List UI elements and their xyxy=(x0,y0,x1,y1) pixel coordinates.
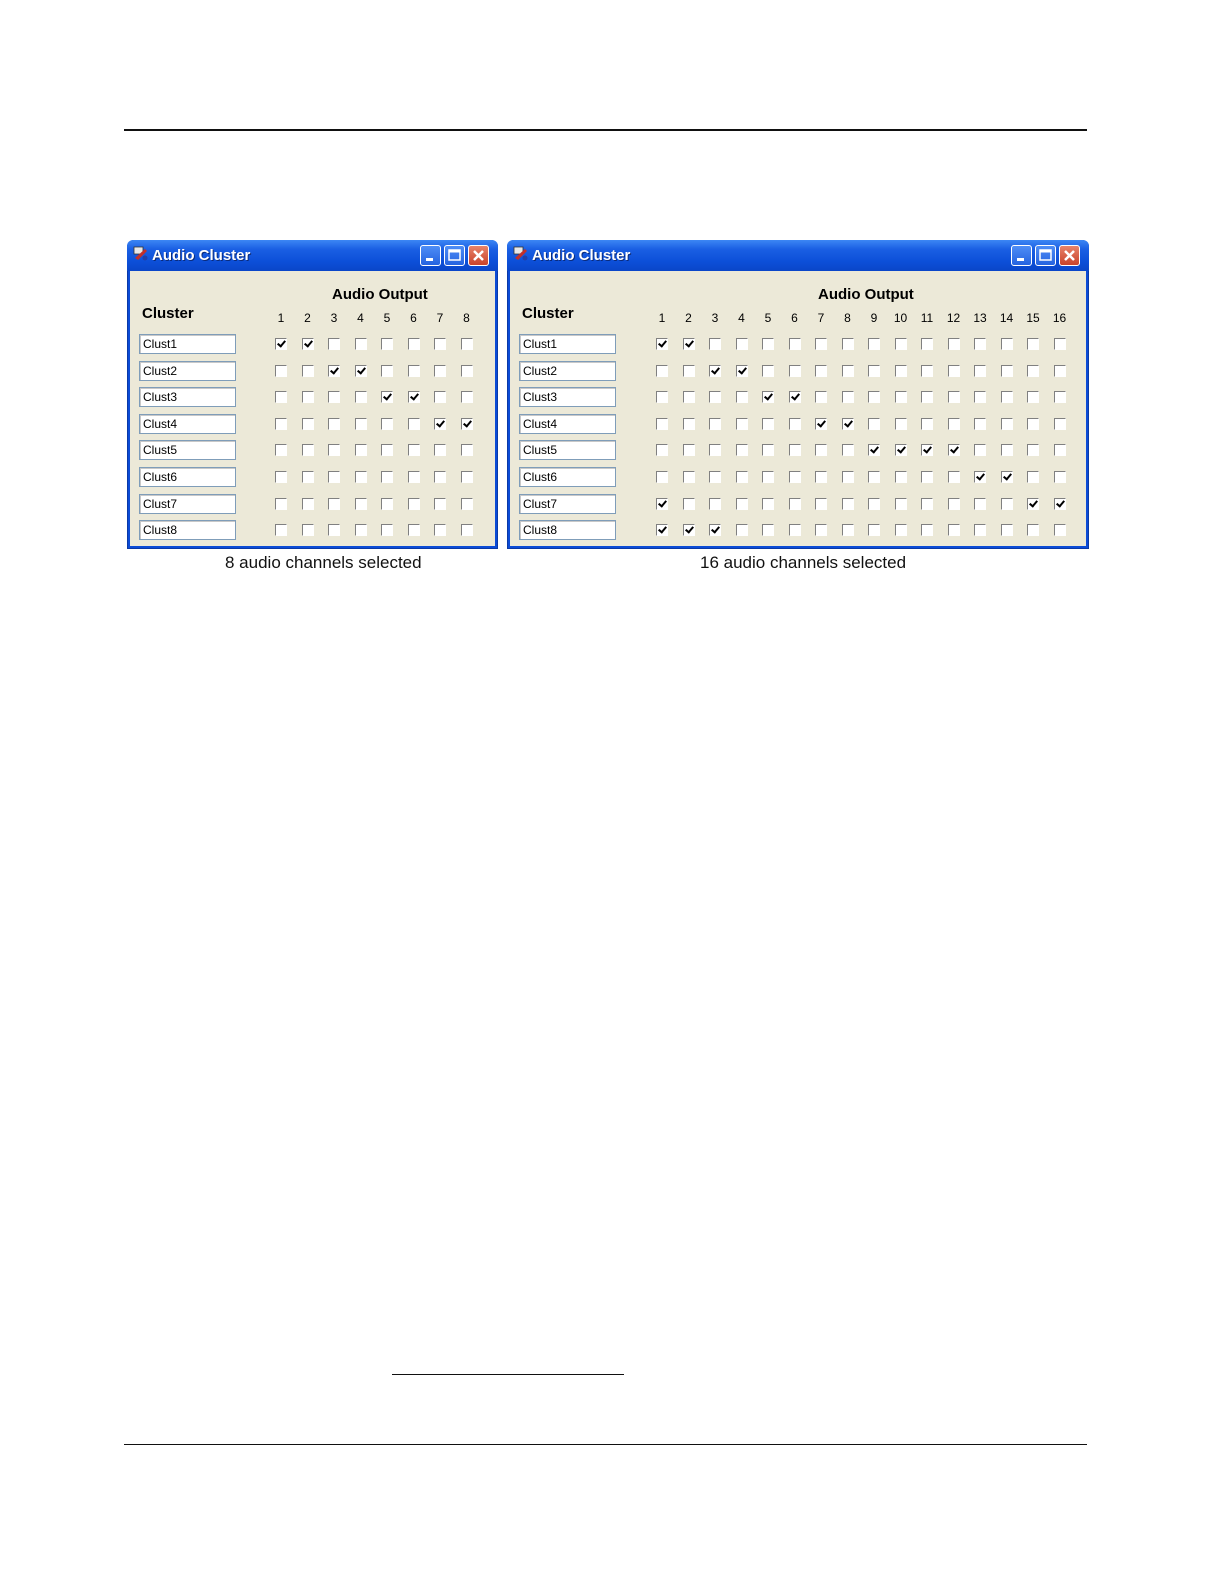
audio-output-header: Audio Output xyxy=(818,286,914,303)
footer-rule xyxy=(124,1444,1087,1445)
channel-checkbox[interactable] xyxy=(381,338,393,350)
cluster-name-field[interactable]: Clust2 xyxy=(519,361,616,381)
channel-checkbox[interactable] xyxy=(1054,365,1066,377)
channel-checkbox[interactable] xyxy=(408,338,420,350)
channel-checkbox[interactable] xyxy=(1054,444,1066,456)
channel-checkbox[interactable] xyxy=(815,338,827,350)
maximize-icon xyxy=(1036,246,1055,265)
channel-checkbox[interactable] xyxy=(1027,524,1039,536)
channel-checkbox[interactable] xyxy=(381,524,393,536)
column-number: 1 xyxy=(277,311,285,325)
channel-checkbox[interactable] xyxy=(974,365,986,377)
channel-checkbox[interactable] xyxy=(461,391,473,403)
channel-checkbox[interactable] xyxy=(302,444,314,456)
channel-checkbox[interactable] xyxy=(842,471,854,483)
channel-checkbox[interactable] xyxy=(815,418,827,430)
column-number: 1 xyxy=(658,311,666,325)
column-number: 12 xyxy=(946,311,961,325)
column-number: 8 xyxy=(463,311,470,325)
channel-checkbox[interactable] xyxy=(789,524,801,536)
channel-checkbox[interactable] xyxy=(948,365,960,377)
column-number: 6 xyxy=(410,311,417,325)
channel-checkbox[interactable] xyxy=(789,498,801,510)
column-number: 13 xyxy=(973,311,987,325)
title-bar[interactable] xyxy=(127,240,498,271)
column-number: 9 xyxy=(870,311,878,325)
channel-checkbox[interactable] xyxy=(1001,418,1013,430)
channel-checkbox[interactable] xyxy=(921,365,933,377)
channel-checkbox[interactable] xyxy=(461,471,473,483)
app-icon xyxy=(513,246,529,262)
column-number: 8 xyxy=(844,311,851,325)
window-title: Audio Cluster xyxy=(152,247,251,264)
channel-checkbox[interactable] xyxy=(842,365,854,377)
channel-checkbox[interactable] xyxy=(328,498,340,510)
app-icon xyxy=(133,246,149,262)
channel-checkbox[interactable] xyxy=(948,524,960,536)
channel-checkbox[interactable] xyxy=(656,338,668,350)
channel-checkbox[interactable] xyxy=(842,498,854,510)
channel-checkbox[interactable] xyxy=(921,498,933,510)
channel-checkbox[interactable] xyxy=(815,498,827,510)
channel-checkbox[interactable] xyxy=(1027,365,1039,377)
channel-checkbox[interactable] xyxy=(302,471,314,483)
caption-8ch: 8 audio channels selected xyxy=(225,553,422,572)
column-number: 3 xyxy=(330,311,338,325)
channel-checkbox[interactable] xyxy=(815,444,827,456)
channel-checkbox[interactable] xyxy=(1001,498,1013,510)
channel-checkbox[interactable] xyxy=(1054,498,1066,510)
channel-checkbox[interactable] xyxy=(868,471,880,483)
channel-checkbox[interactable] xyxy=(842,338,854,350)
channel-checkbox[interactable] xyxy=(762,418,774,430)
channel-checkbox[interactable] xyxy=(736,498,748,510)
column-number: 7 xyxy=(817,311,825,325)
channel-checkbox[interactable] xyxy=(355,471,367,483)
channel-checkbox[interactable] xyxy=(815,365,827,377)
channel-checkbox[interactable] xyxy=(895,365,907,377)
column-number: 7 xyxy=(436,311,444,325)
close-icon xyxy=(469,246,488,265)
channel-checkbox[interactable] xyxy=(656,418,668,430)
channel-checkbox[interactable] xyxy=(656,365,668,377)
channel-checkbox[interactable] xyxy=(815,524,827,536)
channel-checkbox[interactable] xyxy=(461,498,473,510)
channel-checkbox[interactable] xyxy=(381,498,393,510)
channel-checkbox[interactable] xyxy=(921,444,933,456)
column-number: 4 xyxy=(357,311,364,325)
channel-checkbox[interactable] xyxy=(656,524,668,536)
column-number: 4 xyxy=(738,311,745,325)
channel-checkbox[interactable] xyxy=(461,338,473,350)
cluster-name-field[interactable]: Clust3 xyxy=(519,387,616,407)
channel-checkbox[interactable] xyxy=(762,338,774,350)
channel-checkbox[interactable] xyxy=(408,444,420,456)
channel-checkbox[interactable] xyxy=(275,471,287,483)
channel-checkbox[interactable] xyxy=(895,498,907,510)
channel-checkbox[interactable] xyxy=(275,444,287,456)
cluster-name-field[interactable]: Clust3 xyxy=(139,387,236,407)
channel-checkbox[interactable] xyxy=(275,524,287,536)
channel-checkbox[interactable] xyxy=(683,524,695,536)
channel-checkbox[interactable] xyxy=(1054,391,1066,403)
channel-checkbox[interactable] xyxy=(302,418,314,430)
cluster-name-field[interactable]: Clust8 xyxy=(139,520,236,540)
channel-checkbox[interactable] xyxy=(736,444,748,456)
title-bar[interactable] xyxy=(507,240,1089,271)
channel-checkbox[interactable] xyxy=(1054,524,1066,536)
channel-checkbox[interactable] xyxy=(1001,471,1013,483)
column-number: 6 xyxy=(791,311,798,325)
channel-checkbox[interactable] xyxy=(709,524,721,536)
channel-checkbox[interactable] xyxy=(408,471,420,483)
window-client-area xyxy=(130,271,495,546)
column-number: 15 xyxy=(1026,311,1040,325)
channel-checkbox[interactable] xyxy=(408,391,420,403)
column-number: 2 xyxy=(685,311,692,325)
channel-checkbox[interactable] xyxy=(302,391,314,403)
channel-checkbox[interactable] xyxy=(974,338,986,350)
channel-checkbox[interactable] xyxy=(355,338,367,350)
channel-checkbox[interactable] xyxy=(683,365,695,377)
channel-checkbox[interactable] xyxy=(709,444,721,456)
window-title: Audio Cluster xyxy=(532,247,631,264)
channel-checkbox[interactable] xyxy=(381,471,393,483)
channel-checkbox[interactable] xyxy=(1001,444,1013,456)
channel-checkbox[interactable] xyxy=(656,444,668,456)
channel-checkbox[interactable] xyxy=(683,338,695,350)
channel-checkbox[interactable] xyxy=(736,391,748,403)
channel-checkbox[interactable] xyxy=(355,365,367,377)
channel-checkbox[interactable] xyxy=(762,365,774,377)
footnote-rule xyxy=(392,1374,624,1375)
channel-checkbox[interactable] xyxy=(1027,498,1039,510)
column-number: 11 xyxy=(920,311,934,325)
channel-checkbox[interactable] xyxy=(709,391,721,403)
cluster-name-field[interactable]: Clust5 xyxy=(519,440,616,460)
channel-checkbox[interactable] xyxy=(1001,391,1013,403)
channel-checkbox[interactable] xyxy=(1027,471,1039,483)
channel-checkbox[interactable] xyxy=(709,365,721,377)
channel-checkbox[interactable] xyxy=(868,498,880,510)
channel-checkbox[interactable] xyxy=(842,418,854,430)
audio-output-header: Audio Output xyxy=(332,286,428,303)
cluster-name-field[interactable]: Clust6 xyxy=(139,467,236,487)
channel-checkbox[interactable] xyxy=(1001,365,1013,377)
channel-checkbox[interactable] xyxy=(895,524,907,536)
channel-checkbox[interactable] xyxy=(683,418,695,430)
channel-checkbox[interactable] xyxy=(434,338,446,350)
channel-checkbox[interactable] xyxy=(328,391,340,403)
channel-checkbox[interactable] xyxy=(842,524,854,536)
channel-checkbox[interactable] xyxy=(328,365,340,377)
channel-checkbox[interactable] xyxy=(815,471,827,483)
cluster-name-field[interactable]: Clust5 xyxy=(139,440,236,460)
channel-checkbox[interactable] xyxy=(709,498,721,510)
channel-checkbox[interactable] xyxy=(921,338,933,350)
channel-checkbox[interactable] xyxy=(328,471,340,483)
channel-checkbox[interactable] xyxy=(275,365,287,377)
channel-checkbox[interactable] xyxy=(709,338,721,350)
column-number: 10 xyxy=(893,311,908,325)
cluster-name-field[interactable]: Clust7 xyxy=(519,494,616,514)
minimize-icon xyxy=(1012,246,1031,265)
channel-checkbox[interactable] xyxy=(789,418,801,430)
channel-checkbox[interactable] xyxy=(408,498,420,510)
channel-checkbox[interactable] xyxy=(683,391,695,403)
cluster-name-field[interactable]: Clust6 xyxy=(519,467,616,487)
column-number: 5 xyxy=(383,311,391,325)
channel-checkbox[interactable] xyxy=(762,391,774,403)
channel-checkbox[interactable] xyxy=(355,444,367,456)
maximize-button[interactable] xyxy=(1035,245,1056,266)
channel-checkbox[interactable] xyxy=(408,418,420,430)
channel-checkbox[interactable] xyxy=(921,524,933,536)
channel-checkbox[interactable] xyxy=(355,391,367,403)
channel-checkbox[interactable] xyxy=(1001,524,1013,536)
column-number: 3 xyxy=(711,311,719,325)
channel-checkbox[interactable] xyxy=(434,391,446,403)
channel-checkbox[interactable] xyxy=(948,471,960,483)
channel-checkbox[interactable] xyxy=(709,471,721,483)
channel-checkbox[interactable] xyxy=(948,338,960,350)
column-number: 2 xyxy=(304,311,311,325)
channel-checkbox[interactable] xyxy=(302,524,314,536)
cluster-header: Cluster xyxy=(142,305,194,322)
channel-checkbox[interactable] xyxy=(328,338,340,350)
channel-checkbox[interactable] xyxy=(302,365,314,377)
channel-checkbox[interactable] xyxy=(461,444,473,456)
channel-checkbox[interactable] xyxy=(656,471,668,483)
channel-checkbox[interactable] xyxy=(815,391,827,403)
channel-checkbox[interactable] xyxy=(948,444,960,456)
channel-checkbox[interactable] xyxy=(275,338,287,350)
channel-checkbox[interactable] xyxy=(974,391,986,403)
minimize-button[interactable] xyxy=(420,245,441,266)
maximize-button[interactable] xyxy=(444,245,465,266)
channel-checkbox[interactable] xyxy=(1001,338,1013,350)
channel-checkbox[interactable] xyxy=(974,498,986,510)
close-button[interactable] xyxy=(1059,245,1080,266)
channel-checkbox[interactable] xyxy=(762,444,774,456)
cluster-name-field[interactable]: Clust2 xyxy=(139,361,236,381)
channel-checkbox[interactable] xyxy=(789,444,801,456)
channel-checkbox[interactable] xyxy=(355,418,367,430)
channel-checkbox[interactable] xyxy=(328,444,340,456)
channel-checkbox[interactable] xyxy=(1027,418,1039,430)
channel-checkbox[interactable] xyxy=(656,391,668,403)
channel-checkbox[interactable] xyxy=(948,498,960,510)
header-rule xyxy=(124,129,1087,131)
channel-checkbox[interactable] xyxy=(275,498,287,510)
column-number: 5 xyxy=(764,311,772,325)
channel-checkbox[interactable] xyxy=(789,471,801,483)
channel-checkbox[interactable] xyxy=(434,471,446,483)
channel-checkbox[interactable] xyxy=(974,444,986,456)
column-number: 16 xyxy=(1052,311,1067,325)
channel-checkbox[interactable] xyxy=(328,524,340,536)
channel-checkbox[interactable] xyxy=(895,471,907,483)
channel-checkbox[interactable] xyxy=(355,498,367,510)
channel-checkbox[interactable] xyxy=(789,391,801,403)
channel-checkbox[interactable] xyxy=(434,444,446,456)
channel-checkbox[interactable] xyxy=(275,418,287,430)
audio-cluster-window-8ch xyxy=(127,240,498,549)
channel-checkbox[interactable] xyxy=(895,391,907,403)
channel-checkbox[interactable] xyxy=(895,444,907,456)
channel-checkbox[interactable] xyxy=(408,365,420,377)
channel-checkbox[interactable] xyxy=(683,498,695,510)
channel-checkbox[interactable] xyxy=(1054,418,1066,430)
channel-checkbox[interactable] xyxy=(789,338,801,350)
channel-checkbox[interactable] xyxy=(736,524,748,536)
channel-checkbox[interactable] xyxy=(275,391,287,403)
channel-checkbox[interactable] xyxy=(736,471,748,483)
channel-checkbox[interactable] xyxy=(434,365,446,377)
channel-checkbox[interactable] xyxy=(736,418,748,430)
cluster-name-field[interactable]: Clust7 xyxy=(139,494,236,514)
channel-checkbox[interactable] xyxy=(921,391,933,403)
channel-checkbox[interactable] xyxy=(948,391,960,403)
channel-checkbox[interactable] xyxy=(895,338,907,350)
minimize-icon xyxy=(421,246,440,265)
maximize-icon xyxy=(445,246,464,265)
channel-checkbox[interactable] xyxy=(974,418,986,430)
cluster-name-field[interactable]: Clust4 xyxy=(139,414,236,434)
channel-checkbox[interactable] xyxy=(1054,471,1066,483)
channel-checkbox[interactable] xyxy=(974,471,986,483)
channel-checkbox[interactable] xyxy=(302,338,314,350)
channel-checkbox[interactable] xyxy=(762,498,774,510)
channel-checkbox[interactable] xyxy=(736,365,748,377)
channel-checkbox[interactable] xyxy=(974,524,986,536)
channel-checkbox[interactable] xyxy=(461,365,473,377)
channel-checkbox[interactable] xyxy=(789,365,801,377)
channel-checkbox[interactable] xyxy=(921,471,933,483)
channel-checkbox[interactable] xyxy=(762,471,774,483)
channel-checkbox[interactable] xyxy=(709,418,721,430)
channel-checkbox[interactable] xyxy=(1027,338,1039,350)
close-icon xyxy=(1060,246,1079,265)
channel-checkbox[interactable] xyxy=(328,418,340,430)
channel-checkbox[interactable] xyxy=(355,524,367,536)
channel-checkbox[interactable] xyxy=(683,471,695,483)
channel-checkbox[interactable] xyxy=(461,524,473,536)
channel-checkbox[interactable] xyxy=(434,498,446,510)
channel-checkbox[interactable] xyxy=(842,391,854,403)
channel-checkbox[interactable] xyxy=(868,338,880,350)
channel-checkbox[interactable] xyxy=(381,391,393,403)
cluster-name-field[interactable]: Clust4 xyxy=(519,414,616,434)
minimize-button[interactable] xyxy=(1011,245,1032,266)
channel-checkbox[interactable] xyxy=(1054,338,1066,350)
channel-checkbox[interactable] xyxy=(948,418,960,430)
channel-checkbox[interactable] xyxy=(434,418,446,430)
cluster-name-field[interactable]: Clust1 xyxy=(139,334,236,354)
channel-checkbox[interactable] xyxy=(381,365,393,377)
channel-checkbox[interactable] xyxy=(683,444,695,456)
channel-checkbox[interactable] xyxy=(461,418,473,430)
channel-checkbox[interactable] xyxy=(656,498,668,510)
channel-checkbox[interactable] xyxy=(1027,391,1039,403)
channel-checkbox[interactable] xyxy=(434,524,446,536)
cluster-name-field[interactable]: Clust8 xyxy=(519,520,616,540)
channel-checkbox[interactable] xyxy=(381,444,393,456)
channel-checkbox[interactable] xyxy=(868,524,880,536)
caption-16ch: 16 audio channels selected xyxy=(700,553,907,572)
channel-checkbox[interactable] xyxy=(736,338,748,350)
window-client-area xyxy=(510,271,1086,546)
close-button[interactable] xyxy=(468,245,489,266)
channel-checkbox[interactable] xyxy=(895,418,907,430)
channel-checkbox[interactable] xyxy=(842,444,854,456)
channel-checkbox[interactable] xyxy=(381,418,393,430)
channel-checkbox[interactable] xyxy=(921,418,933,430)
cluster-header: Cluster xyxy=(522,305,574,322)
column-number: 14 xyxy=(999,311,1014,325)
channel-checkbox[interactable] xyxy=(408,524,420,536)
channel-checkbox[interactable] xyxy=(868,444,880,456)
channel-checkbox[interactable] xyxy=(302,498,314,510)
audio-cluster-window-16ch xyxy=(507,240,1089,549)
channel-checkbox[interactable] xyxy=(868,391,880,403)
cluster-name-field[interactable]: Clust1 xyxy=(519,334,616,354)
channel-checkbox[interactable] xyxy=(868,418,880,430)
channel-checkbox[interactable] xyxy=(1027,444,1039,456)
channel-checkbox[interactable] xyxy=(762,524,774,536)
channel-checkbox[interactable] xyxy=(868,365,880,377)
